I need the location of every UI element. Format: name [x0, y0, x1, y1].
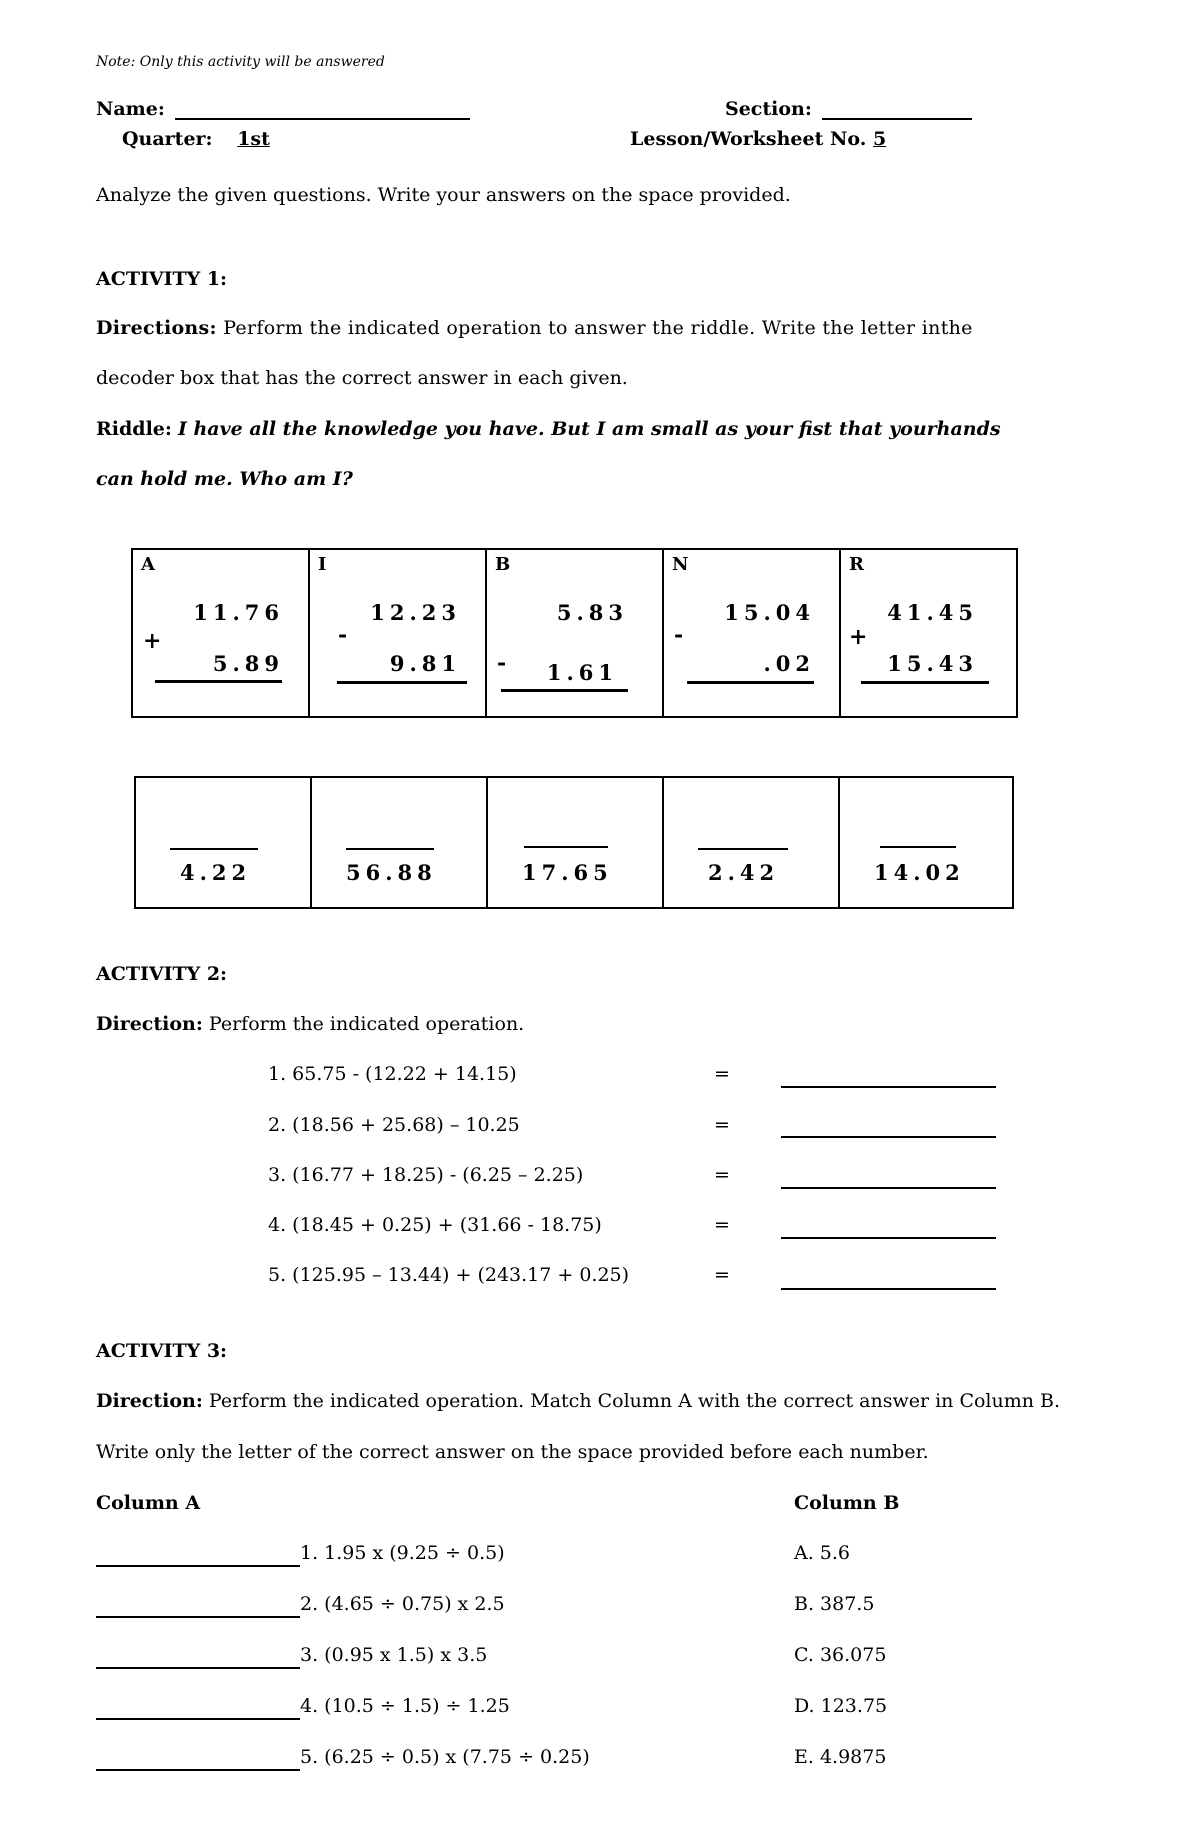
problem-underline [687, 681, 814, 684]
activity2-item: 3. (16.77 + 18.25) - (6.25 – 2.25) [268, 1164, 584, 1186]
answer-blank[interactable] [781, 1136, 996, 1138]
decoder-value: 4.22 [180, 860, 252, 885]
quarter-row [122, 128, 270, 150]
problem-operator: - [497, 650, 507, 676]
lesson-label: Lesson/Worksheet No. [630, 128, 867, 150]
section-blank[interactable] [822, 100, 972, 120]
problem-top: 12.23 [370, 600, 461, 625]
equals-sign: = [714, 1164, 730, 1186]
instructions-text: Analyze the given questions. Write your answers on the space provided. [96, 184, 791, 206]
problem-top: 41.45 [887, 600, 978, 625]
decoder-answer-line[interactable] [524, 846, 608, 848]
match-blank[interactable] [96, 1667, 300, 1669]
decoder-value: 56.88 [346, 860, 437, 885]
direction-line1: Perform the indicated operation. Match Column A with the correct answer in Column B. [208, 1390, 1061, 1412]
problem-cell-i [310, 550, 487, 716]
problem-letter: R [849, 554, 864, 575]
activity2-item: 1. 65.75 - (12.22 + 14.15) [268, 1063, 517, 1085]
problem-letter: B [495, 554, 511, 575]
activity2-item: 5. (125.95 – 13.44) + (243.17 + 0.25) [268, 1264, 630, 1286]
lesson-value: 5 [872, 128, 887, 150]
direction-label: Direction: [96, 1013, 203, 1035]
lesson-row [630, 128, 886, 150]
decoder-answer-line[interactable] [880, 846, 956, 848]
decoder-cell[interactable] [136, 778, 312, 907]
activity1-title: ACTIVITY 1: [96, 268, 228, 290]
riddle-label: Riddle: [96, 418, 172, 440]
column-a-item: 3. (0.95 x 1.5) x 3.5 [300, 1644, 488, 1666]
problem-bottom: 9.81 [389, 651, 461, 676]
directions-label: Directions: [96, 317, 217, 339]
problem-letter: I [318, 554, 327, 575]
column-b-item: D. 123.75 [794, 1695, 888, 1717]
column-b-item: A. 5.6 [794, 1542, 851, 1564]
problem-bottom: 5.89 [212, 651, 284, 676]
problem-operator: + [143, 628, 162, 654]
answer-blank[interactable] [781, 1237, 996, 1239]
decoder-table [134, 776, 1014, 909]
section-row [725, 98, 972, 120]
note-text: Note: Only this activity will be answered [96, 54, 385, 70]
decoder-cell[interactable] [664, 778, 840, 907]
column-a-item: 5. (6.25 ÷ 0.5) x (7.75 ÷ 0.25) [300, 1746, 590, 1768]
equals-sign: = [714, 1264, 730, 1286]
answer-blank[interactable] [781, 1086, 996, 1088]
name-label: Name: [96, 98, 165, 120]
problem-operator: - [674, 622, 684, 648]
decoder-value: 17.65 [522, 860, 613, 885]
decoder-answer-line[interactable] [346, 848, 434, 850]
problem-cell-n [664, 550, 841, 716]
answer-blank[interactable] [781, 1187, 996, 1189]
decoder-cell[interactable] [840, 778, 1012, 907]
problem-letter: N [672, 554, 689, 575]
decoder-value: 14.02 [874, 860, 965, 885]
equals-sign: = [714, 1114, 730, 1136]
problems-table [131, 548, 1018, 718]
column-b-label: Column B [794, 1492, 900, 1514]
column-b-item: B. 387.5 [794, 1593, 875, 1615]
match-blank[interactable] [96, 1769, 300, 1771]
riddle [96, 418, 1001, 440]
direction-line2: Write only the letter of the correct answer on the space provided before each number. [96, 1441, 929, 1463]
problem-bottom: .02 [763, 651, 815, 676]
activity2-item: 2. (18.56 + 25.68) – 10.25 [268, 1114, 520, 1136]
direction-text: Perform the indicated operation. [208, 1013, 525, 1035]
directions-line2: decoder box that has the correct answer in each given. [96, 367, 628, 389]
decoder-value: 2.42 [708, 860, 780, 885]
problem-underline [501, 689, 628, 692]
problem-operator: + [849, 624, 868, 650]
column-a-item: 2. (4.65 ÷ 0.75) x 2.5 [300, 1593, 505, 1615]
decoder-cell[interactable] [312, 778, 488, 907]
activity2-direction [96, 1013, 524, 1035]
problem-underline [337, 681, 467, 684]
problem-top: 11.76 [193, 600, 284, 625]
problem-top: 15.04 [724, 600, 815, 625]
problem-cell-r [841, 550, 1016, 716]
problem-underline [155, 680, 282, 683]
directions-line1: Perform the indicated operation to answer the riddle. Write the letter inthe [223, 317, 973, 339]
decoder-answer-line[interactable] [698, 848, 788, 850]
column-b-item: C. 36.075 [794, 1644, 887, 1666]
problem-bottom: 1.61 [546, 660, 618, 685]
activity1-directions [96, 317, 973, 339]
column-a-item: 1. 1.95 x (9.25 ÷ 0.5) [300, 1542, 505, 1564]
equals-sign: = [714, 1063, 730, 1085]
problem-letter: A [141, 554, 155, 575]
problem-underline [861, 681, 989, 684]
match-blank[interactable] [96, 1616, 300, 1618]
activity2-item: 4. (18.45 + 0.25) + (31.66 - 18.75) [268, 1214, 602, 1236]
problem-operator: - [338, 622, 348, 648]
quarter-label: Quarter: [122, 128, 213, 150]
problem-bottom: 15.43 [887, 651, 978, 676]
decoder-answer-line[interactable] [170, 848, 258, 850]
problem-cell-b [487, 550, 664, 716]
column-a-item: 4. (10.5 ÷ 1.5) ÷ 1.25 [300, 1695, 510, 1717]
riddle-line1: I have all the knowledge you have. But I am small as your fist that yourhands [177, 418, 1001, 440]
quarter-value: 1st [237, 128, 270, 150]
riddle-line2: can hold me. Who am I? [96, 468, 353, 490]
name-row [96, 98, 470, 120]
activity3-title: ACTIVITY 3: [96, 1340, 228, 1362]
problem-cell-a [133, 550, 310, 716]
match-blank[interactable] [96, 1565, 300, 1567]
activity3-direction [96, 1390, 1060, 1412]
answer-blank[interactable] [781, 1288, 996, 1290]
direction-label: Direction: [96, 1390, 203, 1412]
column-b-item: E. 4.9875 [794, 1746, 887, 1768]
section-label: Section: [725, 98, 812, 120]
activity2-title: ACTIVITY 2: [96, 963, 228, 985]
decoder-cell[interactable] [488, 778, 664, 907]
match-blank[interactable] [96, 1718, 300, 1720]
column-a-label: Column A [96, 1492, 201, 1514]
problem-top: 5.83 [556, 600, 628, 625]
name-blank[interactable] [175, 100, 470, 120]
equals-sign: = [714, 1214, 730, 1236]
